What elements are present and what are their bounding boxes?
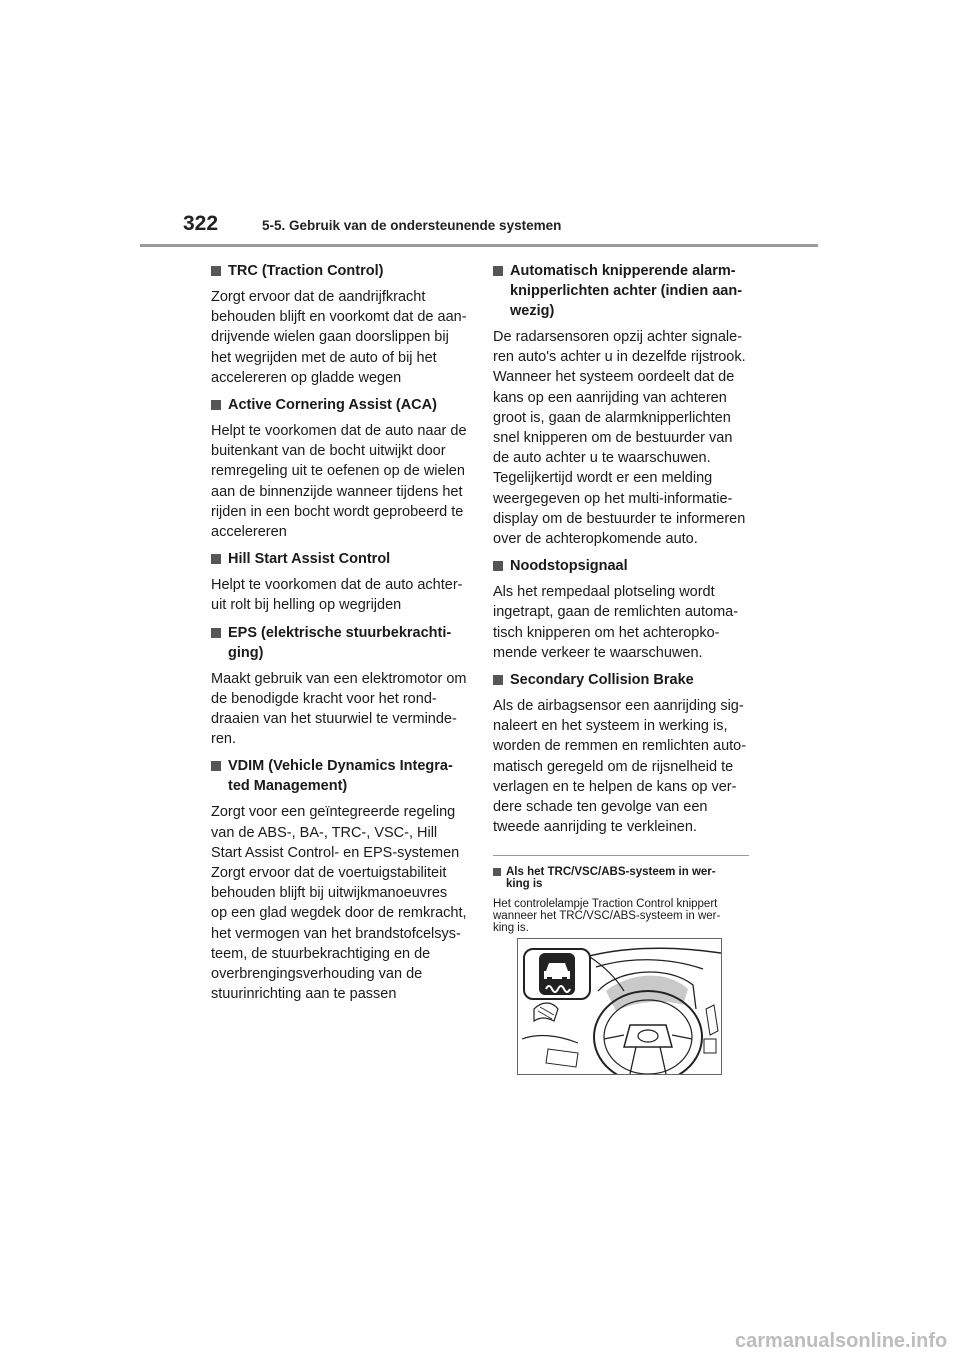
item-body-line: naleert en het systeem in werking is, [493,718,728,735]
item-body-line: Tegelijkertijd wordt er een melding [493,470,713,487]
item-body-line: weergegeven op het multi-informatie- [493,490,733,507]
item-body-line: snel knipperen om de bestuurder van [493,430,733,447]
item-body-line: display om de bestuurder te informeren [493,510,746,527]
item-body [211,575,467,615]
item-body-line: ingetrapt, gaan de remlichten automa- [493,604,739,621]
item-heading-line: ted Management) [228,778,348,795]
item-body-line: van de ABS-, BA-, TRC-, VSC-, Hill [211,824,438,841]
item-heading [493,556,749,576]
note-divider [493,855,749,856]
item-body-line: Als de airbagsensor een aanrijding sig- [493,698,744,715]
item-body-line: Helpt te voorkomen dat de auto achter- [211,577,463,594]
item-body-line: groot is, gaan de alarmknipperlichten [493,409,731,426]
item-heading [211,623,467,663]
item-heading [211,261,467,281]
note-body-line: king is. [493,922,529,935]
steering-wheel [594,991,702,1074]
watermark: carmanualsonline.info [735,1330,948,1352]
item-body [493,582,749,663]
bullet-square-icon [493,675,503,685]
dashboard-drawing [518,939,721,1074]
item-body-line: het wegrijden met de auto of bij het [211,349,437,366]
note-body [493,898,749,934]
item-body-line: remregeling uit te oefenen op de wielen [211,463,465,480]
item-body [211,802,467,1004]
dashboard-illustration [517,938,722,1075]
section-title: 5-5. Gebruik van de ondersteunende systemen [262,218,562,233]
item-body-line: behouden blijft bij uitwijkmanoeuvres [211,885,448,902]
item-body-line: verlagen en te helpen de kans op ver- [493,778,737,795]
note-heading-line: king is [506,878,543,891]
item-body [211,669,467,750]
note-body-line: wanneer het TRC/VSC/ABS-systeem in wer- [493,910,721,923]
item-heading [211,395,467,415]
item-body-line: rijden in een bocht wordt geprobeerd te [211,503,464,520]
item-body-line: mende verkeer te waarschuwen. [493,644,703,661]
note-body-line: Het controlelampje Traction Control knippert [493,898,718,911]
item-body-line: matisch geregeld om de rijsnelheid te [493,758,734,775]
bullet-square-icon [211,628,221,638]
item-heading [211,549,467,569]
item-heading-line: Automatisch knipperende alarm- [510,263,736,279]
item-body-line: overbrengingsverhouding van de [211,966,423,983]
item-body-line: Zorgt ervoor dat de aandrijfkracht [211,289,426,305]
item-body-line: op een glad wegdek door de remkracht, [211,905,467,922]
item-heading-line: Secondary Collision Brake [510,672,694,689]
item-body-line: ren auto's achter u in dezelfde rijstrook. [493,349,746,366]
item-body-line: drijvende wielen gaan doorslippen bij [211,329,449,346]
item-body-line: draaien van het stuurwiel te verminde- [211,711,457,728]
item-body-line: kans op een aanrijding van achteren [493,389,727,406]
bullet-square-icon [211,761,221,771]
item-body [211,287,467,388]
item-body-line: over de achteropkomende auto. [493,531,698,548]
item-heading [493,261,749,321]
traction-control-slip-indicator-icon [539,953,575,995]
item-body-line: buitenkant van de bocht uitwijkt door [211,443,446,460]
item-heading-line: Hill Start Assist Control [228,551,391,568]
item-heading-line: Active Cornering Assist (ACA) [228,397,437,414]
item-heading-line: EPS (elektrische stuurbekrachti- [228,624,452,641]
item-body-line: uit rolt bij helling op wegrijden [211,597,402,614]
item-body-line: De radarsensoren opzij achter signale- [493,329,743,345]
item-body [493,327,749,549]
bullet-square-icon [493,868,501,876]
bullet-square-icon [211,554,221,564]
bullet-square-icon [211,400,221,410]
meter-highlight [606,976,688,1011]
item-heading-line: VDIM (Vehicle Dynamics Integra- [228,758,453,775]
item-body-line: tweede aanrijding te verkleinen. [493,819,697,836]
item-body-line: Maakt gebruik van een elektromotor om [211,670,467,687]
item-heading-line: TRC (Traction Control) [228,263,384,279]
item-body-line: de auto achter u te waarschuwen. [493,450,711,467]
right-column [493,254,749,934]
item-body-line: Zorgt voor een geïntegreerde regeling [211,804,456,821]
item-body-line: Zorgt ervoor dat de voertuigstabiliteit [211,865,447,882]
bullet-square-icon [211,266,221,276]
item-body-line: het vermogen van het brandstofcelsys- [211,925,461,942]
item-heading-line: Noodstopsignaal [510,558,628,575]
item-body-line: teem, de stuurbekrachtiging en de [211,945,431,962]
item-heading [493,670,749,690]
item-body [493,696,749,837]
item-body-line: dere schade ten gevolge van een [493,799,708,816]
item-body-line: Als het rempedaal plotseling wordt [493,584,715,601]
item-body [211,421,467,542]
bullet-square-icon [493,561,503,571]
item-body-line: Start Assist Control- en EPS-systemen [211,844,460,861]
item-body-line: aan de binnenzijde wanneer tijdens het [211,483,463,500]
item-body-line: Helpt te voorkomen dat de auto naar de [211,423,467,440]
bullet-square-icon [493,266,503,276]
item-body-line: accelereren op gladde wegen [211,369,402,386]
page-number: 322 [183,212,219,235]
header-rule [140,244,818,247]
note-heading [493,866,749,890]
item-heading [211,756,467,796]
item-body-line: de benodigde kracht voor het rond- [211,690,437,707]
item-body-line: ren. [211,731,236,748]
item-body-line: behouden blijft en voorkomt dat de aan- [211,309,467,326]
item-body-line: stuurinrichting aan te passen [211,986,397,1003]
left-column [211,254,467,1009]
item-body-line: Wanneer het systeem oordeelt dat de [493,369,735,386]
item-body-line: accelereren [211,524,287,541]
note-heading-line: Als het TRC/VSC/ABS-systeem in wer- [506,866,716,879]
item-heading-line: wezig) [510,303,555,319]
item-heading-line: ging) [228,644,264,661]
item-heading-line: knipperlichten achter (indien aan- [510,283,743,299]
item-body-line: tisch knipperen om het achteropko- [493,624,720,641]
item-body-line: worden de remmen en remlichten auto- [493,738,747,755]
